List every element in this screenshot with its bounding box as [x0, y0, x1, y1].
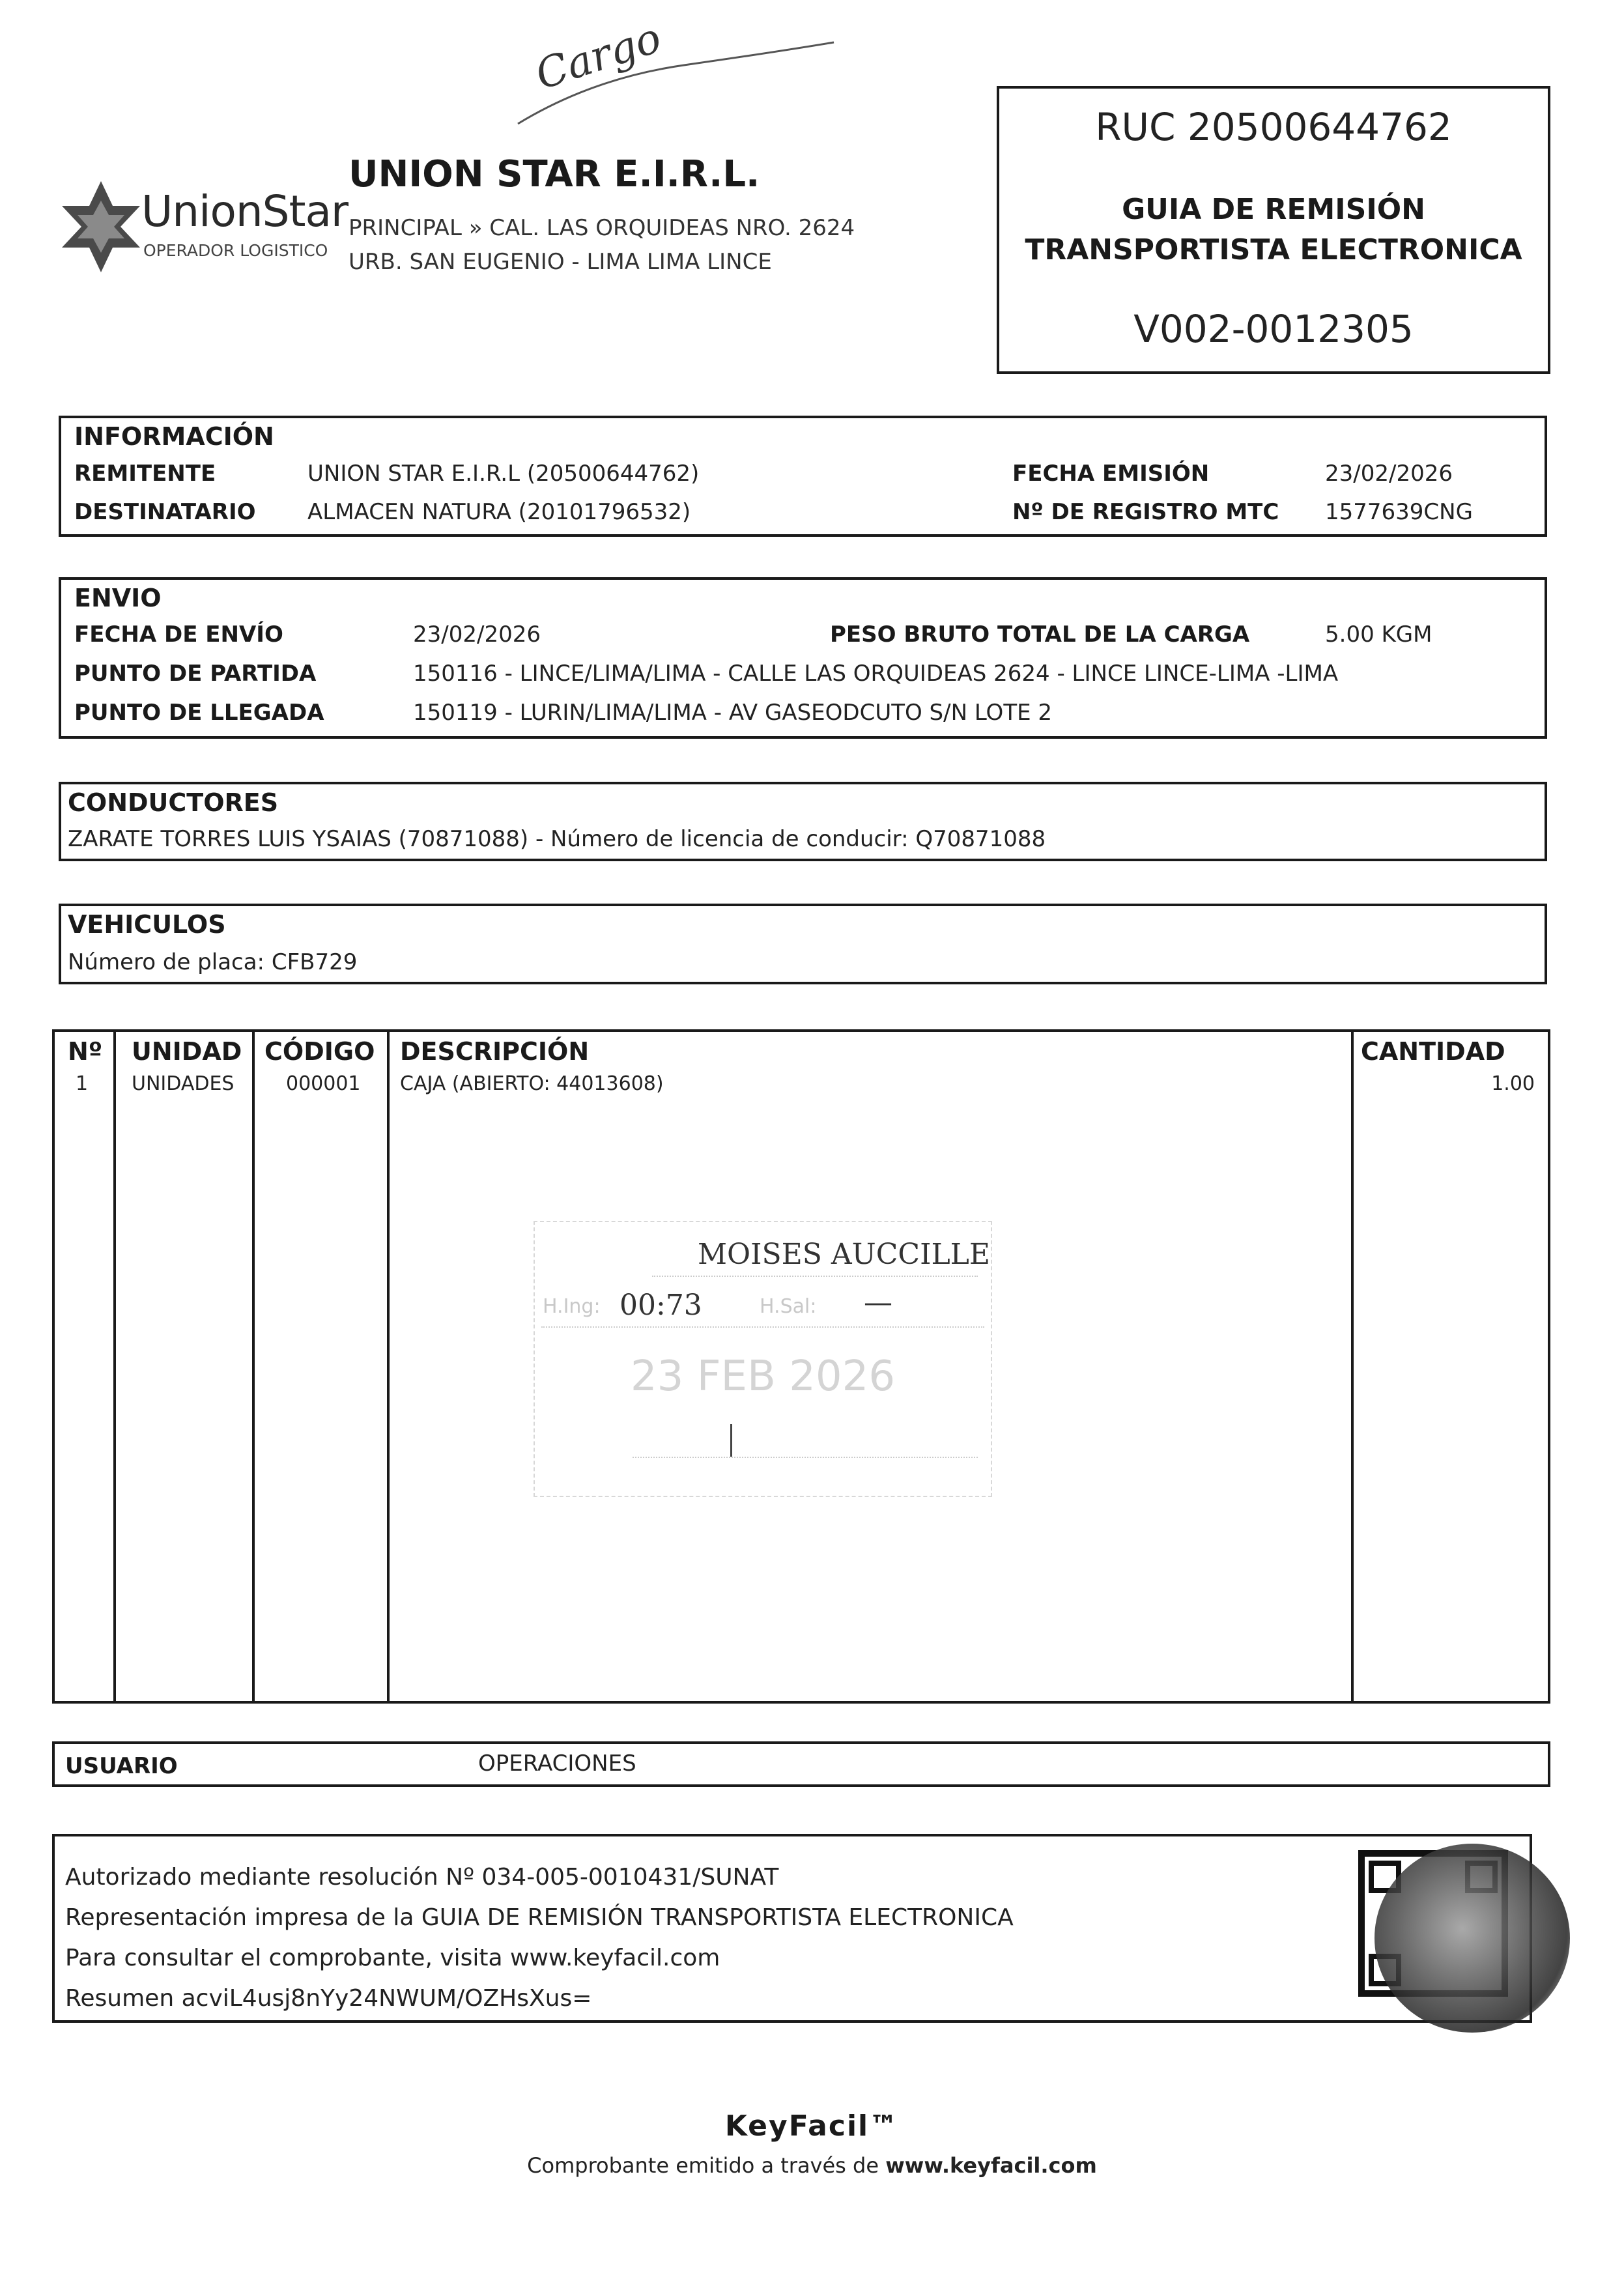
conductores-section [59, 782, 1547, 861]
header-cantidad: CANTIDAD [1361, 1037, 1505, 1066]
stamp-h-sal-value: — [864, 1286, 892, 1319]
legal-line3: Para consultar el comprobante, visita www.keyfacil.com [65, 1945, 720, 1971]
usuario-label: USUARIO [65, 1753, 178, 1779]
row-numero: 1 [76, 1072, 89, 1095]
footer-emitted [0, 2153, 1624, 2178]
header-numero: Nº [68, 1037, 103, 1066]
handwritten-note: Cargo [530, 14, 667, 100]
legal-line1: Autorizado mediante resolución Nº 034-005-0010431/SUNAT [65, 1864, 779, 1891]
logo-name: UnionStar [141, 186, 349, 236]
punto-partida-label: PUNTO DE PARTIDA [74, 661, 317, 687]
fecha-envio-value: 23/02/2026 [413, 622, 541, 648]
stamp-h-ing-label: H.Ing: [543, 1295, 601, 1318]
vehiculo-placa: Número de placa: CFB729 [68, 949, 358, 975]
document-title-line1: GUIA DE REMISIÓN [1122, 193, 1425, 226]
fecha-emision-label: FECHA EMISIÓN [1012, 461, 1210, 487]
stamp-date: 23 FEB 2026 [630, 1352, 896, 1401]
header-codigo: CÓDIGO [264, 1037, 375, 1066]
ruc-number: RUC 20500644762 [1095, 105, 1452, 149]
legal-section [52, 1834, 1532, 2023]
logo-tagline: OPERADOR LOGISTICO [143, 241, 328, 260]
star-logo-icon [62, 181, 140, 272]
envio-title: ENVIO [74, 584, 162, 612]
stamp-h-sal-label: H.Sal: [760, 1295, 817, 1318]
vehiculos-section [59, 904, 1547, 984]
informacion-section [59, 416, 1547, 537]
row-unidad: UNIDADES [132, 1072, 235, 1095]
destinatario-label: DESTINATARIO [74, 499, 256, 525]
company-name: UNION STAR E.I.R.L. [349, 153, 760, 195]
company-seal-stamp [1375, 1844, 1570, 2033]
col-divider [113, 1032, 116, 1701]
fecha-emision-value: 23/02/2026 [1325, 461, 1453, 487]
peso-label: PESO BRUTO TOTAL DE LA CARGA [830, 622, 1250, 648]
col-divider [387, 1032, 390, 1701]
remitente-value: UNION STAR E.I.R.L (20500644762) [307, 461, 700, 487]
punto-partida-value: 150116 - LINCE/LIMA/LIMA - CALLE LAS ORQUIDEAS 2624 - LINCE LINCE-LIMA -LIMA [413, 661, 1339, 687]
reception-stamp [534, 1221, 992, 1497]
punto-llegada-label: PUNTO DE LLEGADA [74, 700, 324, 726]
usuario-section [52, 1741, 1550, 1787]
informacion-title: INFORMACIÓN [74, 422, 274, 451]
document-number: V002-0012305 [1133, 307, 1414, 351]
registro-mtc-label: Nº DE REGISTRO MTC [1012, 499, 1279, 525]
footer-emitted-text: Comprobante emitido a través de [527, 2153, 886, 2178]
stamp-receiver-name: MOISES AUCCILLE [698, 1238, 991, 1271]
header-unidad: UNIDAD [132, 1037, 242, 1066]
footer-url-link[interactable]: www.keyfacil.com [885, 2153, 1097, 2178]
row-descripcion: CAJA (ABIERTO: 44013608) [400, 1072, 664, 1095]
envio-section [59, 577, 1547, 739]
legal-line4: Resumen acviL4usj8nYy24NWUM/OZHsXus= [65, 1985, 592, 2012]
usuario-value: OPERACIONES [478, 1750, 636, 1777]
registro-mtc-value: 1577639CNG [1325, 499, 1473, 525]
conductor-line: ZARATE TORRES LUIS YSAIAS (70871088) - Número de licencia de conducir: Q70871088 [68, 826, 1046, 852]
document-title-line2: TRANSPORTISTA ELECTRONICA [1025, 233, 1522, 266]
fecha-envio-label: FECHA DE ENVÍO [74, 622, 283, 648]
destinatario-value: ALMACEN NATURA (20101796532) [307, 499, 691, 525]
header-descripcion: DESCRIPCIÓN [400, 1037, 590, 1066]
row-codigo: 000001 [286, 1072, 361, 1095]
col-divider [252, 1032, 255, 1701]
company-logo [62, 176, 349, 274]
conductores-title: CONDUCTORES [68, 788, 279, 817]
company-address-line1: PRINCIPAL » CAL. LAS ORQUIDEAS NRO. 2624 [349, 215, 855, 241]
peso-value: 5.00 KGM [1325, 622, 1432, 648]
vehiculos-title: VEHICULOS [68, 910, 226, 939]
punto-llegada-value: 150119 - LURIN/LIMA/LIMA - AV GASEODCUTO S/N LOTE 2 [413, 700, 1053, 726]
legal-line2: Representación impresa de la GUIA DE REMISIÓN TRANSPORTISTA ELECTRONICA [65, 1904, 1014, 1931]
items-table [52, 1029, 1550, 1704]
handwritten-underline [515, 39, 840, 130]
company-address-line2: URB. SAN EUGENIO - LIMA LIMA LINCE [349, 249, 772, 275]
footer-brand: KeyFacil™ [724, 2109, 900, 2143]
row-cantidad: 1.00 [1491, 1072, 1535, 1095]
stamp-h-ing-value: 00:73 [620, 1289, 702, 1322]
remitente-label: REMITENTE [74, 461, 216, 487]
col-divider [1351, 1032, 1354, 1701]
document-id-box [997, 86, 1550, 374]
